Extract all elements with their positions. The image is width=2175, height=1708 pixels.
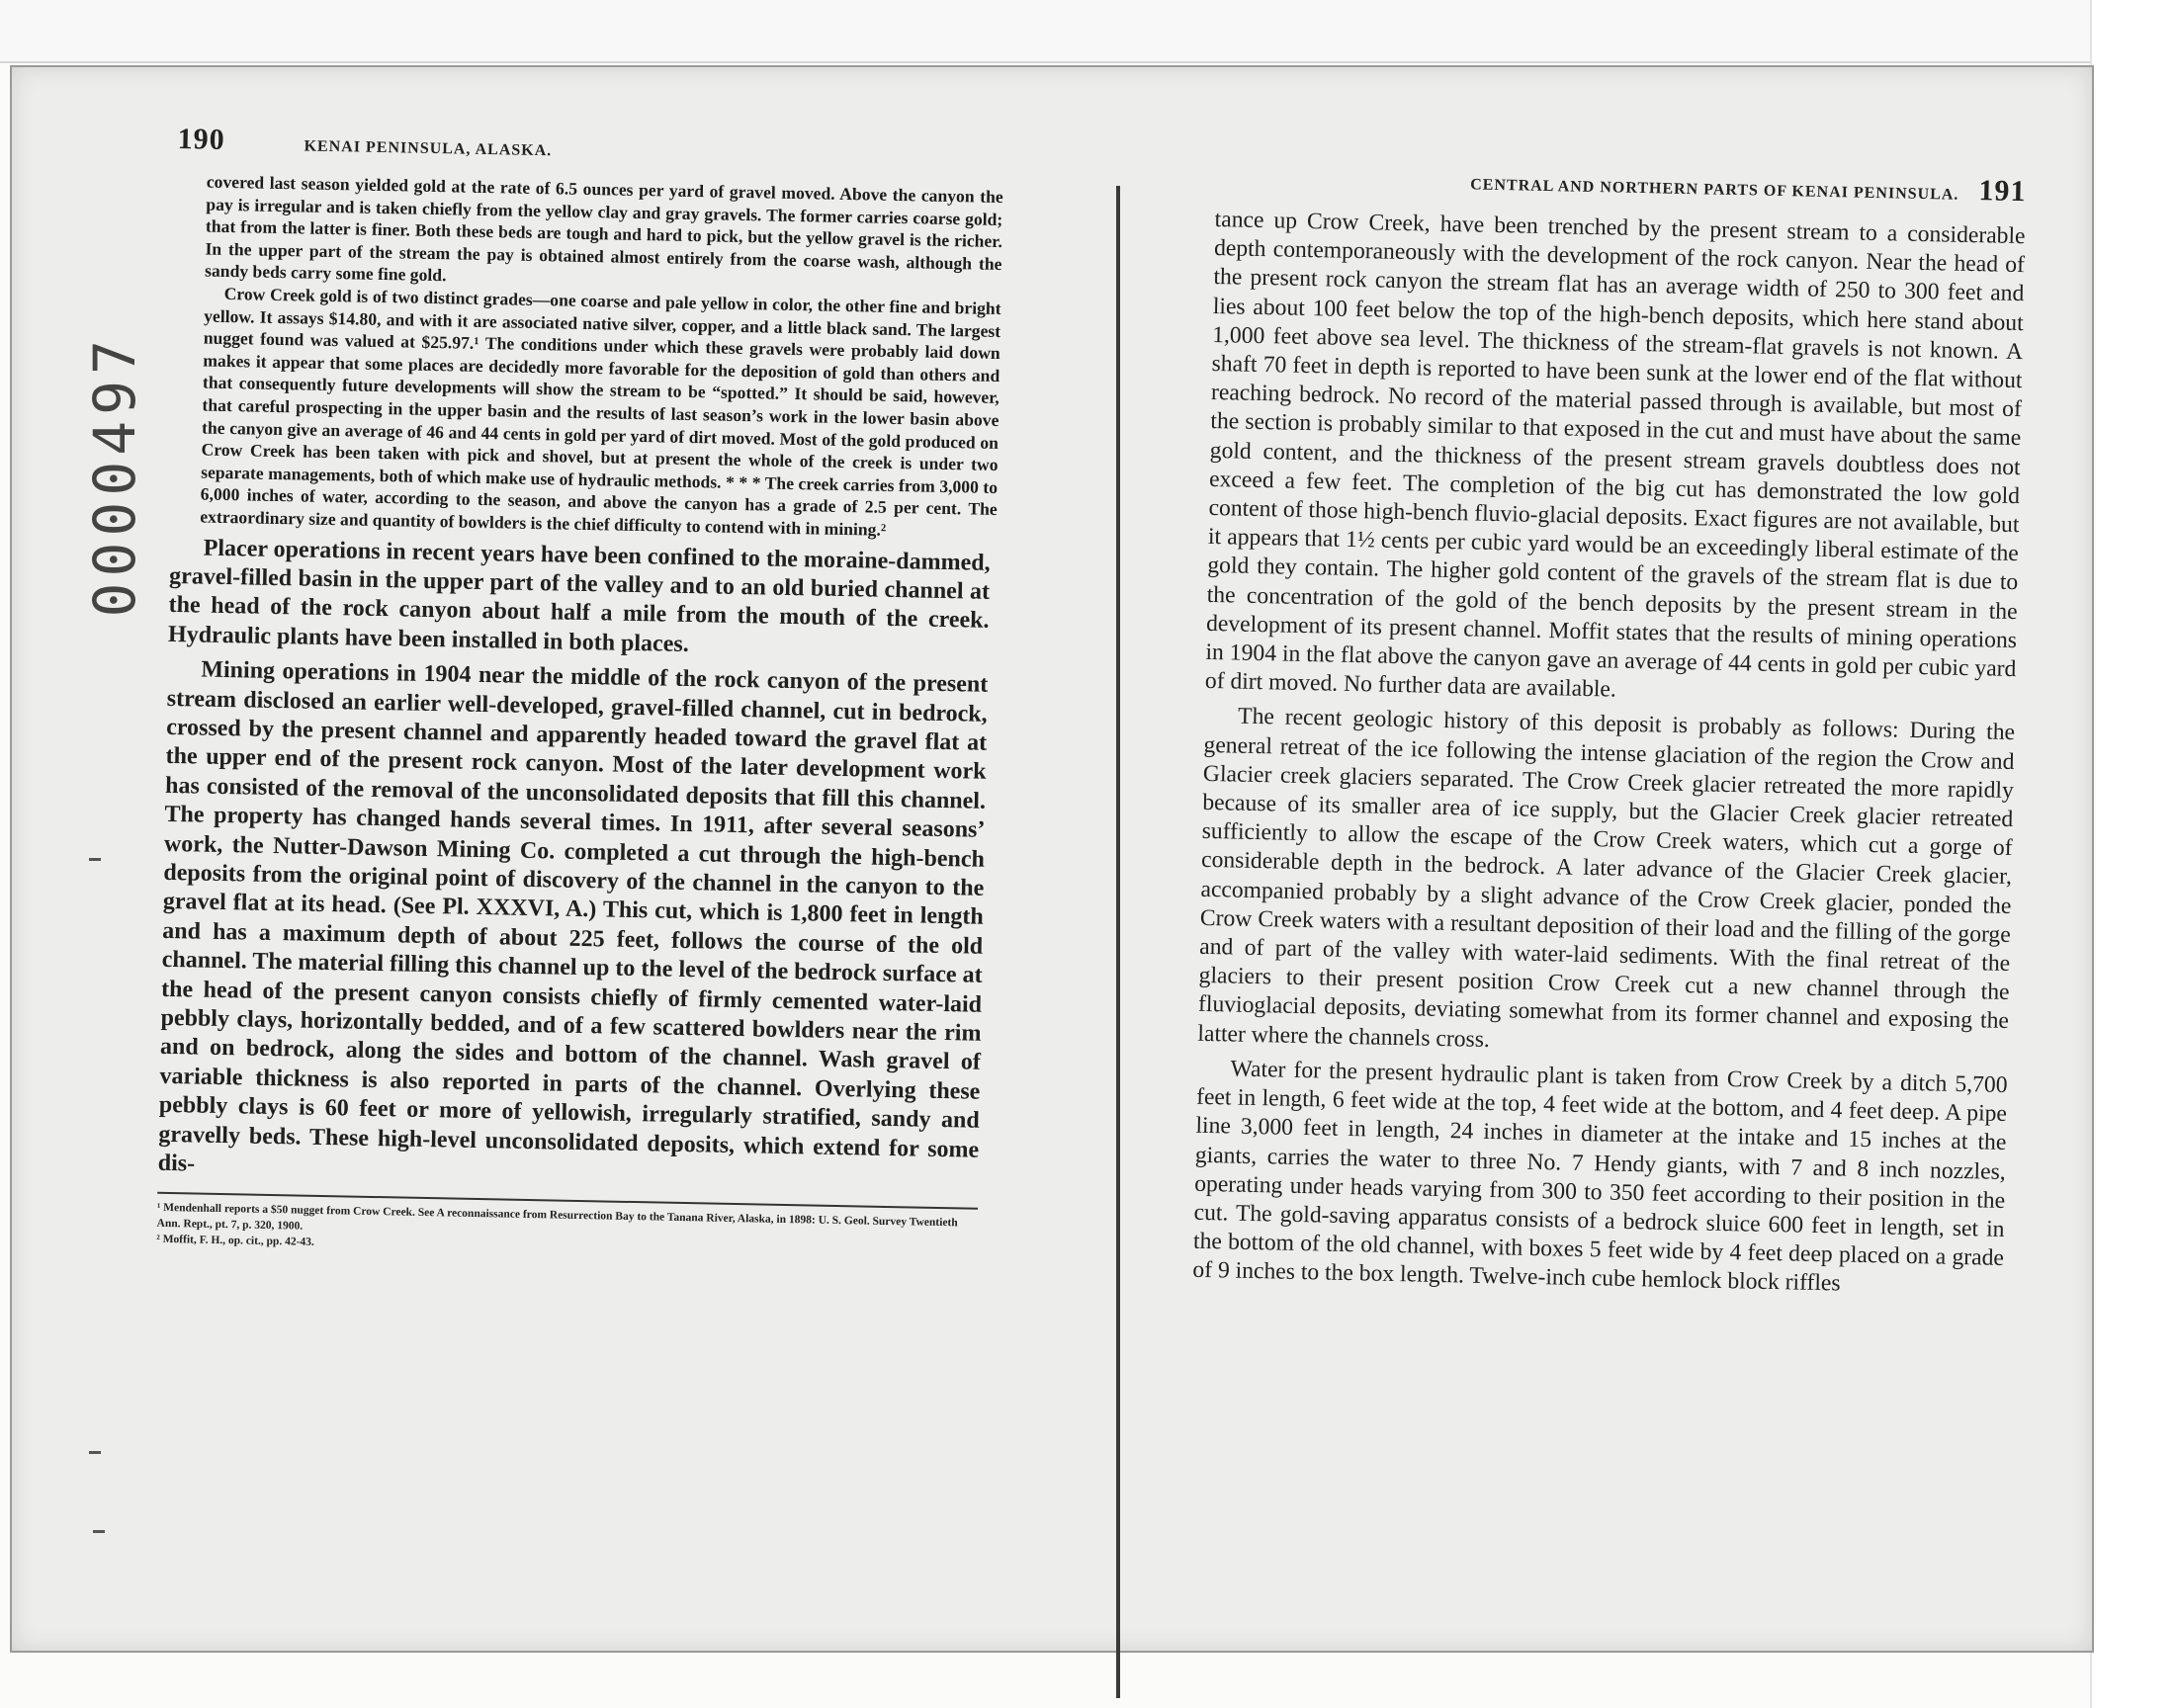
page-gutter [1116,186,1120,1698]
right-page [1192,158,2027,1302]
scanner-top-margin [0,0,2092,63]
left-page [156,123,1003,1263]
quote-paragraph: Crow Creek gold is of two distinct grades—one coarse and pale yellow in color, the other fine and bright yellow. It assays $14.80, and with it are associated native silver, copper, and a little black sand. The largest nugget found was valued at $25.97.¹ The conditions under which these gravels were probably laid down makes it appear that some places are decidedly more favorable for the deposition of gold than others and that consequently future developments will show the stream to be “spotted.” It should be said, however, that careful prospecting in the upper basin and the results of last season’s work in the lower basin above the canyon give an average of 46 and 44 cents in gold per yard of dirt moved. Most of the gold produced on Crow Creek has been taken with pick and shovel, but at present the whole of the creek is under two separate managements, both of which make use of hydraulic methods. * * * The creek carries from 3,000 to 6,000 inches of water, according to the season, and above the canyon has a grade of 2.5 per cent. The extraordinary size and quantity of bowlders is the chief difficulty to contend with in mining.² [200,283,1001,540]
footnote: ¹ Mendenhall reports a $50 nugget from Crow Creek. See A reconnaissance from Resurrection Bay to the Tanana River, Alaska, in 1898: U. S. Geol. Survey Twentieth Ann. Rept., pt. 7, p. 320, 1900. [156,1202,958,1234]
running-head-title: CENTRAL AND NORTHERN PARTS OF KENAI PENINSULA. [1470,176,1959,204]
scanner-right-margin [2090,0,2175,1708]
body-paragraph: The recent geologic history of this deposit is probably as follows: During the general retreat of the ice following the intense glaciation of the region the Crow and Glacier creek glaciers separated. The Crow Creek glacier retreated the more rapidly because of its smaller area of ice supply, but the Glacier Creek glacier retreated sufficiently to allow the escape of the Crow Creek waters, which cut a gorge of considerable depth in the bedrock. A later advance of the Glacier Creek glacier, accompanied probably by a slight advance of the Crow Creek glacier, ponded the Crow Creek waters with a resultant deposition of their load and the filling of the gorge and of part of the valley with water-laid sediments. With the final retreat of the glaciers to their present position Crow Creek cut a new channel through the fluvioglacial deposits, deviating somewhat from its former channel and exposing the latter where the channels cross. [1197,704,2016,1053]
page-number: 191 [1978,174,2027,209]
body-paragraph: Water for the present hydraulic plant is taken from Crow Creek by a ditch 5,700 feet in length, 6 feet wide at the top, 4 feet wide at the bottom, and 4 feet deep. A pipe line 3,000 feet in length, 24 inches in diameter at the intake and 15 inches at the giants, carries the water to three No. 7 Hendy giants, with 7 and 8 inch nozzles, operating under heads varying from 300 to 350 feet according to their position in the cut. The gold-saving apparatus consists of a bedrock sluice 600 feet in length, set in the bottom of the old channel, with boxes 5 feet wide by 4 feet deep placed on a grade of 9 inches to the box length. Twelve-inch cube hemlock block riffles [1192,1056,2008,1297]
microfilm-frame-number: 0000497 [81,334,148,618]
body-paragraph: Placer operations in recent years have been confined to the moraine-dammed, gravel-filled basin in the upper part of the valley and to an old buried channel at the head of the rock canyon about half a mile from the mouth of the creek. Hydraulic plants have been installed in both places. [167,535,991,657]
running-head-title: KENAI PENINSULA, ALASKA. [304,137,553,160]
footnote: ² Moffit, F. H., op. cit., pp. 42-43. [156,1234,314,1249]
registration-mark [89,1451,101,1454]
body-paragraph: Mining operations in 1904 near the middle of the rock canyon of the present stream disclosed an earlier well-developed, gravel-filled channel, cut in bedrock, crossed by the present channel and apparently headed toward the gravel flat at the upper end of the present rock canyon. Most of the later development work has consisted of the removal of the unconsolidated deposits that fill this channel. The property has changed hands several times. In 1911, after several seasons’ work, the Nutter-Dawson Mining Co. completed a cut through the high-bench deposits from the original point of discovery of the channel in the canyon to the gravel flat at its head. (See Pl. XXXVI, A.) This cut, which is 1,800 feet in length and has a maximum depth of about 225 feet, follows the course of the old channel. The material filling this channel up to the level of the bedrock surface at the head of the present canyon consists chiefly of firmly cemented water-laid pebbly clays, horizontally bedded, and of a few scattered bowlders near the rim and on bedrock, along the sides and bottom of the channel. Wash gravel of variable thickness is also reported in parts of the channel. Overlying these pebbly clays is 60 feet or more of yellowish, irregularly stratified, sandy and gravelly beds. These high-level unconsolidated deposits, which extend for some dis- [157,656,989,1177]
registration-mark [93,1530,105,1533]
block-quote [200,171,1003,544]
body-paragraph: tance up Crow Creek, have been trenched by the present stream to a considerable depth contemporaneously with the development of the rock canyon. Near the head of the present rock canyon the stream flat has an average width of 250 to 300 feet and lies about 100 feet below the top of the high-bench deposits, which here stand about 1,000 feet above sea level. The thickness of the stream-flat gravels is not known. A shaft 70 feet in depth is reported to have been sunk at the lower end of the flat without reaching bedrock. No record of the material passed through is available, but most of the section is probably similar to that exposed in the cut and must have about the same gold content, and the thickness of the present stream gravels doubtless does not exceed a few feet. The completion of the big cut has demonstrated the low gold content of those high-bench fluvio-glacial deposits. Exact figures are not available, but it appears that 1½ cents per cubic yard would be an exceedingly liberal estimate of the gold they contain. The higher gold content of the gravels of the stream flat is due to the concentration of the gold of the bench deposits by the present stream in the development of its present channel. Moffit states that the results of mining operations in 1904 in the flat above the canyon gave an average of 44 cents in gold per cubic yard of dirt moved. No further data are available. [1204,206,2026,703]
quote-paragraph: covered last season yielded gold at the rate of 6.5 ounces per yard of gravel moved. Above the canyon the pay is irregular and is taken chiefly from the yellow clay and gray gravels. The former carries coarse gold; that from the latter is finer. Both these beds are tough and hard to pick, but the yellow gravel is the richer. In the upper part of the stream the pay is obtained almost entirely from the coarse wash, although the sandy beds carry some fine gold. [204,171,1003,286]
page-number: 190 [177,123,225,156]
registration-mark [89,858,101,861]
